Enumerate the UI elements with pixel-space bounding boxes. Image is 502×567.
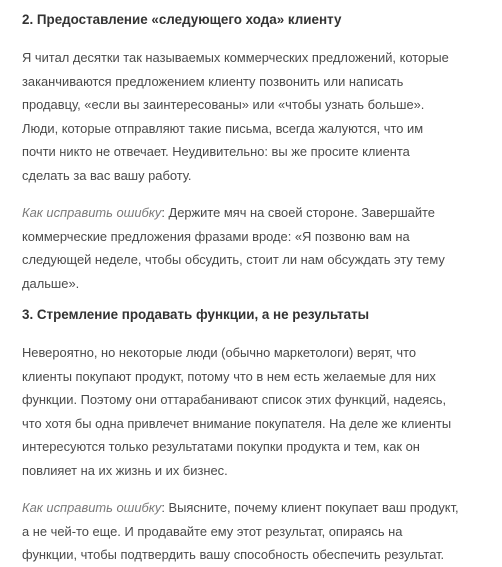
- fix-line: а не чей-то еще. И продавайте ему этот результат, опираясь на: [22, 523, 403, 539]
- paragraph-line: интересуются только результатами покупки продукта и тем, как он: [22, 439, 420, 454]
- paragraph-line: Невероятно, но некоторые люди (обычно маркетологи) верят, что: [22, 345, 417, 360]
- fix-line: следующей неделе, чтобы обсудить, стоит ли нам обсуждать эту тему: [22, 252, 445, 267]
- fix-label: Как исправить ошибку: [22, 500, 162, 515]
- paragraph-line: что хотя бы одна привлечет внимание покупателя. На деле же клиенты: [22, 415, 452, 431]
- fix-line: коммерческие предложения фразами вроде: «Я позвоню вам на: [22, 228, 410, 244]
- section-heading-3: 3. Стремление продавать функции, а не результаты: [22, 307, 370, 322]
- fix-line: функции, чтобы подтвердить вашу способность обеспечить результат.: [22, 547, 445, 562]
- fix-line: [22, 201, 494, 225]
- paragraph-line: заканчиваются предложением клиенту позвонить или написать: [22, 73, 404, 89]
- section-2-paragraph: [22, 46, 494, 187]
- fix-text: : Выясните, почему клиент покупает ваш продукт,: [161, 500, 459, 515]
- fix-line: дальше».: [22, 275, 80, 291]
- section-2-fix-paragraph: [22, 201, 494, 295]
- paragraph-line: Люди, которые отправляют такие письма, всегда жалуются, что им: [22, 120, 424, 136]
- section-3-fix-paragraph: [22, 496, 494, 567]
- fix-label: Как исправить ошибку: [22, 205, 162, 220]
- fix-text: : Держите мяч на своей стороне. Завершайте: [161, 205, 435, 220]
- paragraph-line: продавцу, «если вы заинтересованы» или «чтобы узнать больше».: [22, 97, 425, 112]
- paragraph-line: функции. Поэтому они оттарабанивают список этих функций, надеясь,: [22, 392, 447, 407]
- paragraph-line: Я читал десятки так называемых коммерческих предложений, которые: [22, 50, 449, 65]
- paragraph-line: почти никто не отвечает. Неудивительно: вы же просите клиента: [22, 144, 410, 159]
- section-heading-2: 2. Предоставление «следующего хода» клиенту: [22, 12, 342, 27]
- fix-line: [22, 496, 494, 520]
- paragraph-line: сделать за вас вашу работу.: [22, 167, 192, 183]
- paragraph-line: повлияет на их жизнь и их бизнес.: [22, 462, 228, 478]
- section-3-paragraph: [22, 341, 494, 482]
- paragraph-line: клиенты покупают продукт, потому что в нем есть желаемые для них: [22, 368, 436, 384]
